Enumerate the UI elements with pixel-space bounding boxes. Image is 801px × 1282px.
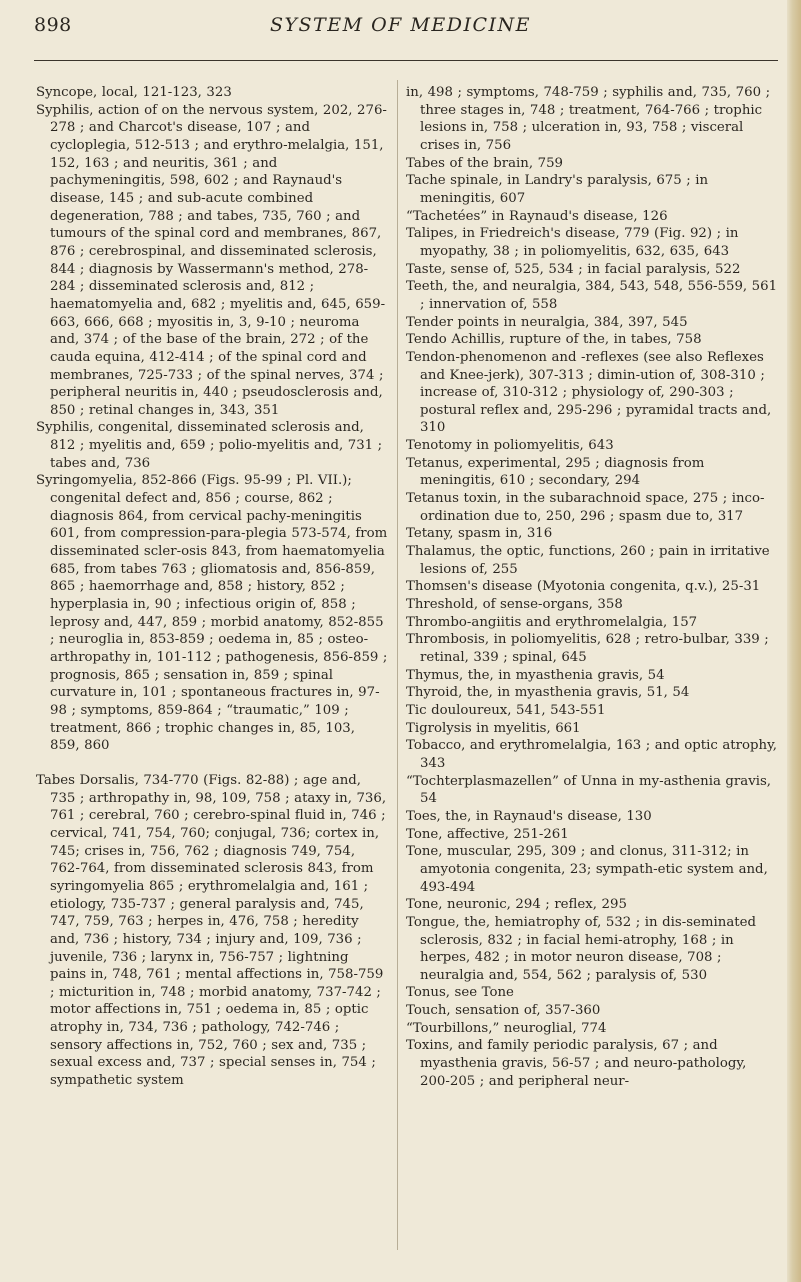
index-entry: Tonus, see Tone	[406, 985, 514, 1001]
index-entry: Tigrolysis in myelitis, 661	[406, 720, 581, 736]
index-entry: “Tochterplasmazellen” of Unna in my-asthenia gravis, 54	[406, 773, 772, 807]
index-entry: Tenotomy in poliomyelitis, 643	[406, 438, 614, 454]
running-title: SYSTEM OF MEDICINE	[269, 14, 531, 36]
page-number: 898	[34, 14, 72, 36]
page-edge	[787, 0, 801, 1282]
index-entry: Tone, neuronic, 294 ; reflex, 295	[406, 897, 627, 913]
index-entry: “Tachetées” in Raynaud's disease, 126	[406, 208, 668, 224]
index-entry: Tendo Achillis, rupture of the, in tabes, 758	[406, 332, 702, 348]
index-entry: “Tourbillons,” neuroglial, 774	[406, 1020, 607, 1036]
index-entry: Thrombo-angiitis and erythromelalgia, 157	[406, 614, 698, 630]
index-entry: Tobacco, and erythromelalgia, 163 ; and optic atrophy, 343	[406, 738, 778, 771]
index-entry: Toes, the, in Raynaud's disease, 130	[406, 808, 652, 824]
index-column-left	[36, 84, 388, 1090]
index-entry: Tone, affective, 251-261	[406, 826, 569, 842]
index-entry: Thalamus, the optic, functions, 260 ; pain in irritative lesions of, 255	[406, 544, 770, 577]
index-entry: Syringomyelia, 852-866 (Figs. 95-99 ; Pl. VII.); congenital defect and, 856 ; course, 862 ; diagnosis 864, from cervical pachy-meningitis 601, from compression-para-plegia 573-574, from disseminated scler-osis 843, from haematomyelia 685, from tabes 763 ; gliomatosis and, 856-859, 865 ; haemorrhage and, 858 ; history, 852 ; hyperplasia in, 90 ; infectious origin of, 858 ; leprosy and, 447, 859 ; morbid anatomy, 852-855 ; neuroglia in, 853-859 ; oedema in, 85 ; osteo-arthropathy in, 101-112 ; pathogenesis, 856-859 ; prognosis, 865 ; sensation in, 859 ; spinal curvature in, 101 ; spontaneous fractures in, 97-98 ; symptoms, 859-864 ; “traumatic,” 109 ; treatment, 866 ; trophic changes in, 85, 103, 859, 860	[36, 473, 388, 754]
index-entry: Tender points in neuralgia, 384, 397, 545	[406, 314, 688, 330]
index-entry: Tetany, spasm in, 316	[406, 526, 553, 542]
header-rule	[34, 60, 778, 61]
index-entry: Thrombosis, in poliomyelitis, 628 ; retro-bulbar, 339 ; retinal, 339 ; spinal, 645	[406, 632, 769, 665]
index-column-right	[406, 84, 778, 1090]
index-entry: Tabes Dorsalis, 734-770 (Figs. 82-88) ; age and, 735 ; arthropathy in, 98, 109, 758 ; ataxy in, 736, 761 ; cerebral, 760 ; cerebro-spinal fluid in, 746 ; cervical, 741, 754, 760; conjugal, 736; cortex in, 745; crises in, 756, 762 ; diagnosis 749, 754, 762-764, from disseminated sclerosis 843, from syringomyelia 865 ; erythromelalgia and, 161 ; etiology, 735-737 ; general paralysis and, 745, 747, 759, 763 ; herpes in, 476, 758 ; heredity and, 736 ; history, 734 ; injury and, 109, 736 ; juvenile, 736 ; larynx in, 756-757 ; lightning pains in, 748, 761 ; mental affections in, 758-759 ; micturition in, 748 ; morbid anatomy, 737-742 ; motor affections in, 751 ; oedema in, 85 ; optic atrophy in, 734, 736 ; pathology, 742-746 ; sensory affections in, 752, 760 ; sex and, 735 ; sexual excess and, 737 ; special senses in, 754 ; sympathetic system	[36, 772, 387, 1089]
index-entry: in, 498 ; symptoms, 748-759 ; syphilis and, 735, 760 ; three stages in, 748 ; treatment, 764-766 ; trophic lesions in, 758 ; ulceration in, 93, 758 ; visceral crises in, 756	[406, 85, 771, 153]
column-divider	[397, 80, 398, 1250]
index-entry: Thomsen's disease (Myotonia congenita, q.v.), 25-31	[406, 579, 761, 595]
index-entry: Tone, muscular, 295, 309 ; and clonus, 311-312; in amyotonia congenita, 23; sympath-etic system and, 493-494	[406, 844, 768, 895]
index-entry: Syphilis, congenital, disseminated sclerosis and, 812 ; myelitis and, 659 ; polio-myelitis and, 731 ; tabes and, 736	[36, 420, 383, 471]
index-entry: Tongue, the, hemiatrophy of, 532 ; in dis-seminated sclerosis, 832 ; in facial hemi-atrophy, 168 ; in herpes, 482 ; in motor neuron disease, 708 ; neuralgia and, 554, 562 ; paralysis of, 530	[406, 914, 756, 983]
index-entry: Tic douloureux, 541, 543-551	[406, 702, 606, 718]
index-entry: Toxins, and family periodic paralysis, 67 ; and myasthenia gravis, 56-57 ; and neuro-pathology, 200-205 ; and peripheral neur-	[406, 1038, 747, 1089]
page-header	[0, 0, 801, 66]
index-entry: Taste, sense of, 525, 534 ; in facial paralysis, 522	[406, 261, 741, 277]
index-entry: Tetanus toxin, in the subarachnoid space, 275 ; inco-ordination due to, 250, 296 ; spasm due to, 317	[406, 491, 765, 524]
index-entry: Talipes, in Friedreich's disease, 779 (Fig. 92) ; in myopathy, 38 ; in poliomyelitis, 632, 635, 643	[406, 226, 739, 259]
index-entry: Syncope, local, 121-123, 323	[36, 85, 232, 100]
entry-gap	[36, 755, 388, 772]
index-entry: Touch, sensation of, 357-360	[406, 1003, 601, 1019]
index-entry: Teeth, the, and neuralgia, 384, 543, 548, 556-559, 561 ; innervation of, 558	[406, 279, 778, 312]
index-entry: Thyroid, the, in myasthenia gravis, 51, 54	[406, 685, 690, 701]
index-entry: Tetanus, experimental, 295 ; diagnosis from meningitis, 610 ; secondary, 294	[406, 455, 705, 489]
index-entry: Threshold, of sense-organs, 358	[406, 597, 623, 613]
index-entry: Thymus, the, in myasthenia gravis, 54	[406, 667, 665, 683]
index-entry: Tabes of the brain, 759	[406, 155, 563, 171]
index-entry: Tendon-phenomenon and -reflexes (see also Reflexes and Knee-jerk), 307-313 ; dimin-ution of, 308-310 ; increase of, 310-312 ; physiology of, 290-303 ; postural reflex and, 295-296 ; pyramidal tracts and, 310	[406, 349, 772, 436]
index-entry: Tache spinale, in Landry's paralysis, 675 ; in meningitis, 607	[406, 173, 709, 206]
index-entry: Syphilis, action of on the nervous system, 202, 276-278 ; and Charcot's disease, 107 ; and cycloplegia, 512-513 ; and erythro-melalgia, 151, 152, 163 ; and neuritis, 361 ; and pachymeningitis, 598, 602 ; and Raynaud's disease, 145 ; and sub-acute combined degeneration, 788 ; and tabes, 735, 760 ; and tumours of the spinal cord and membranes, 867, 876 ; cerebrospinal, and disseminated sclerosis, 844 ; diagnosis by Wassermann's method, 278-284 ; disseminated sclerosis and, 812 ; haematomyelia and, 682 ; myelitis and, 645, 659-663, 666, 668 ; myositis in, 3, 9-10 ; neuroma and, 374 ; of the base of the brain, 272 ; of the cauda equina, 412-414 ; of the spinal cord and membranes, 725-733 ; of the spinal nerves, 374 ; peripheral neuritis in, 440 ; pseudosclerosis and, 850 ; retinal changes in, 343, 351	[36, 102, 387, 418]
